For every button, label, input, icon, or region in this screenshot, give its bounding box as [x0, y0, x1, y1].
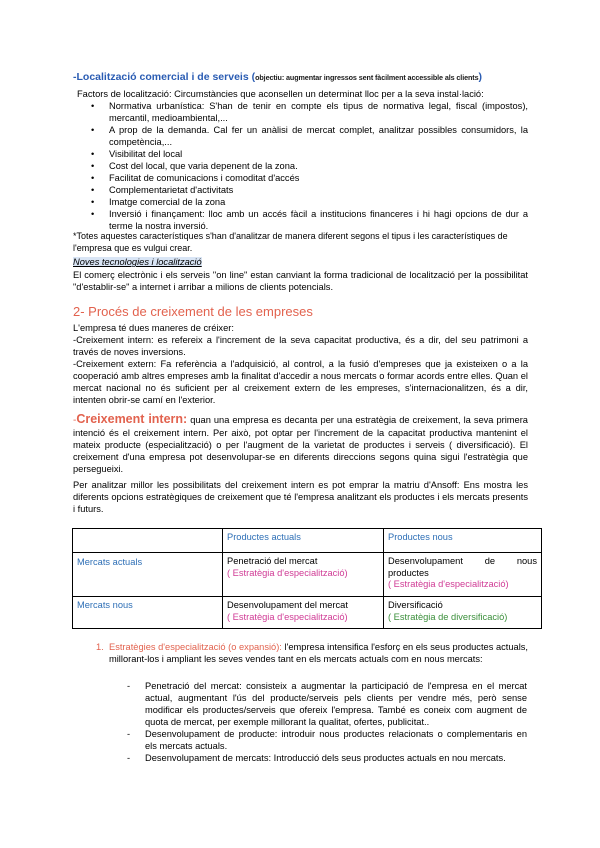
ansoff-matrix [72, 528, 542, 629]
internal-growth-paragraph: -Creixement intern: quan una empresa es decanta per una estratègia de creixement, la seva primera intenció és el creixement intern. Per això, pot optar per l'increment de la capacitat productiva mantenint el mateix producte (especialització) o per l'augment de la varietat de productes i serveis ( diversificació). El creixement d'una empresa pot desenvolupar-se en diferents direccions segons quina sigui l'estratègia que persegueixi. [73, 412, 528, 474]
new-tech-paragraph: El comerç electrònic i els serveis "on line" estan canviant la forma tradicional de localització per la possibilitat "d'establir-se" a internet i arribar a milions de clients potencials. [73, 270, 528, 292]
matrix-col-current-products: Productes actuals [223, 529, 384, 553]
list-item: - Desenvolupament de producte: introduir nous productes relacionats o complementaris en els mercats actuals. [127, 728, 527, 752]
section-title-localitzacio: -Localització comercial i de serveis (objectiu: augmentar ingressos sent fàcilment accessible als clients) [73, 71, 482, 83]
matrix-corner [73, 529, 223, 553]
list-item: • Facilitat de comunicacions i comoditat d'accés [91, 172, 528, 184]
section-title-creixement: 2- Procés de creixement de les empreses [73, 304, 313, 319]
factors-intro: Factors de localització: Circumstàncies que aconsellen un determinat lloc per a la seva instal·lació: [77, 89, 484, 99]
matrix-cell-product-development: Desenvolupament de nous productes ( Estratègia d'especialització) [384, 553, 542, 597]
internal-growth-heading: Creixement intern: [76, 412, 188, 426]
list-item: • Normativa urbanística: S'han de tenir en compte els tipus de normativa legal, fiscal (impostos), mercantil, medioambiental,... [91, 100, 528, 124]
strategy-items [127, 680, 527, 764]
strategy-specialization: 1. Estratègies d'especialització (o expansió): l'empresa intensifica l'esforç en els seus productes actuals, millorant-los i ampliant les seves vendes tant en els mercats actuals com en nous mercats: [96, 642, 528, 664]
list-item: • Visibilitat del local [91, 148, 528, 160]
characteristics-note: *Totes aquestes característiques s'han d'analitzar de manera diferent segons el tipus i les característiques de l'empresa que es vulgui crear. [73, 231, 508, 253]
list-item: - Desenvolupament de mercats: Introducció dels seus productes actuals en nou mercats. [127, 752, 527, 764]
list-item: • Inversió i finançament: lloc amb un accés fàcil a institucions financeres i hi hagi opcions de dur a terme la nostra inversió. [91, 208, 528, 232]
strategy-number: 1. [96, 642, 104, 652]
matrix-row-new-markets: Mercats nous [73, 597, 223, 629]
matrix-row-current-markets: Mercats actuals [73, 553, 223, 597]
growth-internal-def: -Creixement intern: es refereix a l'increment de la seva capacitat productiva, és a dir, del seu patrimoni a través de noves inversions. [73, 335, 528, 357]
list-item: • A prop de la demanda. Cal fer un anàlisi de mercat complet, analitzar possibles consumidors, la competència,... [91, 124, 528, 148]
matrix-cell-diversification: Diversificació ( Estratègia de diversificació) [384, 597, 542, 629]
list-item: - Penetració del mercat: consisteix a augmentar la participació de l'empresa en el mercat actual, augmentant l'ús del producte/serveis pels clients per vendre més, però sense modificar els productes/serveis que ofereix l'empresa. També es coneix com augment de quota de mercat, per exemple millorant la qualitat, ofertes, publicitat.. [127, 680, 527, 728]
section-title-note: objectiu: augmentar ingressos sent fàcilment accessible als clients [255, 73, 479, 82]
list-item: • Cost del local, que varia depenent de la zona. [91, 160, 528, 172]
factors-list [91, 100, 528, 232]
growth-external-def: -Creixement extern: Fa referència a l'adquisició, al control, a la fusió d'empreses que ja existeixen o a la cooperació amb altres empreses amb la finalitat d'accedir a nous mercats o formar acords entre elles. Quan el mercat nacional no és suficient per al creixement extern de les empreses, s'internacionalitzen, és a dir, intenten obrir-se camí en l'exterior. [73, 359, 528, 405]
matrix-cell-market-development: Desenvolupament del mercat ( Estratègia d'especialització) [223, 597, 384, 629]
strategy-title: Estratègies d'especialització (o expansió): [109, 642, 282, 652]
new-tech-heading: Noves tecnologies i localització [73, 257, 202, 267]
list-item: • Complementarietat d'activitats [91, 184, 528, 196]
list-item: • Imatge comercial de la zona [91, 196, 528, 208]
matrix-cell-market-penetration: Penetració del mercat ( Estratègia d'especialització) [223, 553, 384, 597]
growth-intro: L'empresa té dues maneres de créixer: [73, 323, 234, 333]
ansoff-intro: Per analitzar millor les possibilitats del creixement intern es pot emprar la matriu d'Ansoff: Ens mostra les diferents opcions estratègiques de creixement que té l'empresa analitzant els productes i els mercats presents i futurs. [73, 480, 528, 514]
matrix-col-new-products: Productes nous [384, 529, 542, 553]
